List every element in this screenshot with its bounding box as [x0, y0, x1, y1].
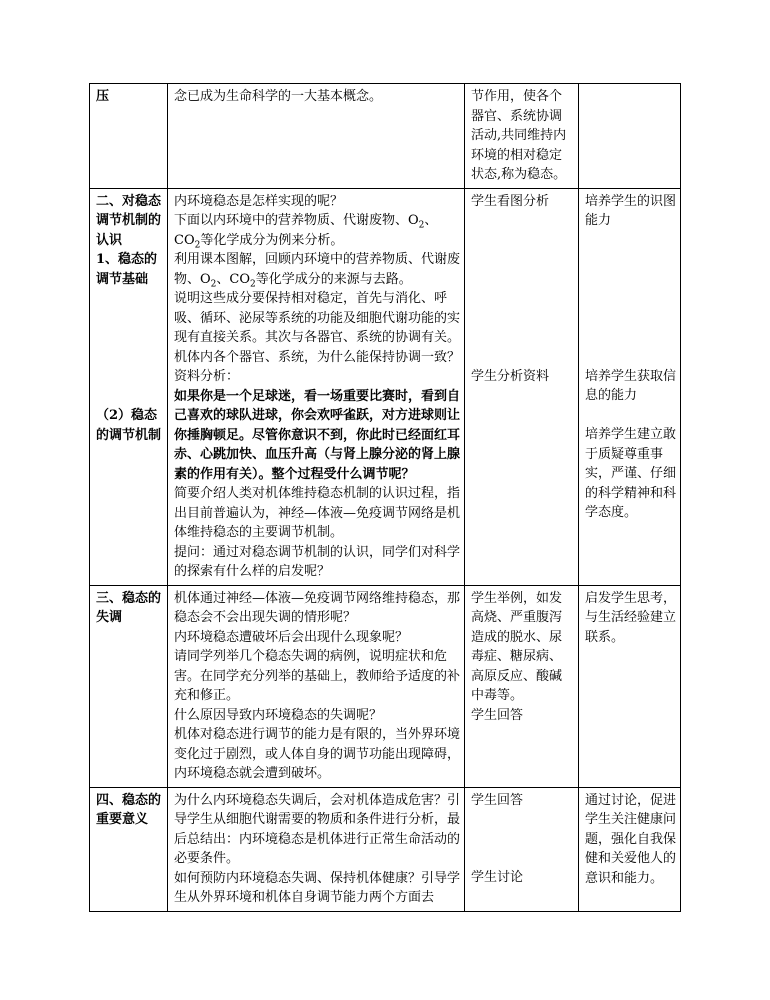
content-text: 请同学列举几个稳态失调的病例，说明症状和危害。在同学充分列举的基础上，教师给予适度的补充和修正。: [174, 649, 461, 703]
content-text: 机体通过神经—体液—免疫调节网络维持稳态，那稳态会不会出现失调的情形呢？: [174, 590, 461, 625]
content-text: 下面以内环境中的营养物质、代谢废物、$O_2$、$CO_2$等化学成分为例来分析。: [174, 213, 438, 251]
content-text: 机体对稳态进行调节的能力是有限的，当外界环境变化过于剧烈，或人体自身的调节功能出现障碍，内环境稳态就会遭到破坏。: [174, 727, 461, 781]
activity-text: 学生回答: [471, 792, 524, 808]
content-text: 念已成为生命科学的一大基本概念。: [174, 89, 383, 104]
intent-text: 培养学生获取信息的能力: [585, 368, 677, 403]
content-text: 机体内各个器官、系统，为什么能保持协调一致？: [174, 349, 461, 365]
subsection-title: （2）稳态的调节机制: [96, 408, 162, 443]
student-activity-cell: [465, 787, 579, 911]
design-intent-cell: [579, 188, 681, 585]
design-intent-cell: [579, 585, 681, 787]
intent-text: 培养学生建立敢于质疑尊重事实，严谨、仔细的科学精神和科学态度。: [585, 427, 677, 520]
case-material-text: 如果你是一个足球迷，看一场重要比赛时，看到自己喜欢的球队进球，你会欢呼雀跃，对方进球则让你捶胸顿足。尽管你意识不到，你此时已经面红耳赤、心跳加快、血压升高（与肾上腺分泌的肾上腺素的作用有关）。整个过程受什么调节呢？: [174, 388, 461, 482]
section-cell: [90, 787, 168, 911]
intent-text: 培养学生的识图能力: [585, 193, 677, 228]
section-cell: [90, 84, 168, 189]
intent-text: 启发学生思考，与生活经验建立联系。: [585, 590, 677, 645]
content-text: 资料分析：: [174, 369, 240, 384]
section-title: 四、稳态的重要意义: [96, 792, 162, 827]
content-cell: [168, 188, 465, 585]
table-row: [90, 787, 681, 911]
content-cell: [168, 787, 465, 911]
section-cell: [90, 585, 168, 787]
content-text: 如何预防内环境稳态失调、保持机体健康？引导学生从外界环境和机体自身调节能力两个方面去: [174, 870, 461, 905]
section-title: 二、对稳态调节机制的认识: [96, 193, 162, 248]
subsection-title: 1、稳态的调节基础: [96, 252, 158, 287]
activity-text: 学生分析资料: [471, 369, 550, 384]
activity-text: 学生讨论: [471, 870, 524, 885]
lesson-plan-table: [89, 83, 681, 912]
design-intent-cell: [579, 84, 681, 189]
content-text: 提问：通过对稳态调节机制的认识，同学们对科学的探索有什么样的启发呢？: [174, 544, 461, 579]
content-cell: [168, 585, 465, 787]
table-row: [90, 188, 681, 585]
section-title: 压: [96, 89, 110, 104]
design-intent-cell: [579, 787, 681, 911]
content-text: 什么原因导致内环境稳态的失调呢？: [174, 707, 383, 723]
activity-text: 学生举例，如发高烧、严重腹泻造成的脱水、尿毒症、糖尿病、高原反应、酸碱中毒等。: [471, 590, 563, 703]
student-activity-cell: [465, 84, 579, 189]
activity-text: 学生回答: [471, 707, 524, 723]
table-row: [90, 84, 681, 189]
student-activity-cell: [465, 585, 579, 787]
content-text: 利用课本图解，回顾内环境中的营养物质、代谢废物、$O_2$、$CO_2$等化学成分的来源与去路。: [174, 252, 461, 290]
content-text: 内环境稳态是怎样实现的呢？: [174, 193, 344, 209]
content-cell: [168, 84, 465, 189]
content-text: 为什么内环境稳态失调后，会对机体造成危害？引导学生从细胞代谢需要的物质和条件进行分析，最后总结出：内环境稳态是机体进行正常生命活动的必要条件。: [174, 792, 461, 866]
intent-text: 通过讨论，促进学生关注健康问题，强化自我保健和关爱他人的意识和能力。: [585, 792, 677, 886]
student-activity-cell: [465, 188, 579, 585]
content-text: 说明这些成分要保持相对稳定，首先与消化、呼吸、循环、泌尿等系统的功能及细胞代谢功能的实现有直接关系。其次与各器官、系统的协调有关。: [174, 291, 461, 345]
activity-text: 节作用，使各个器官、系统协调活动,共同维持内环境的相对稳定状态,称为稳态。: [471, 89, 567, 182]
section-title: 三、稳态的失调: [96, 590, 162, 625]
content-text: 内环境稳态遭破坏后会出现什么现象呢？: [174, 629, 409, 645]
activity-text: 学生看图分析: [471, 193, 550, 209]
table-row: [90, 585, 681, 787]
section-cell: [90, 188, 168, 585]
content-text: 简要介绍人类对机体维持稳态机制的认识过程，指出目前普遍认为，神经—体液—免疫调节网络是机体维持稳态的主要调节机制。: [174, 486, 461, 540]
